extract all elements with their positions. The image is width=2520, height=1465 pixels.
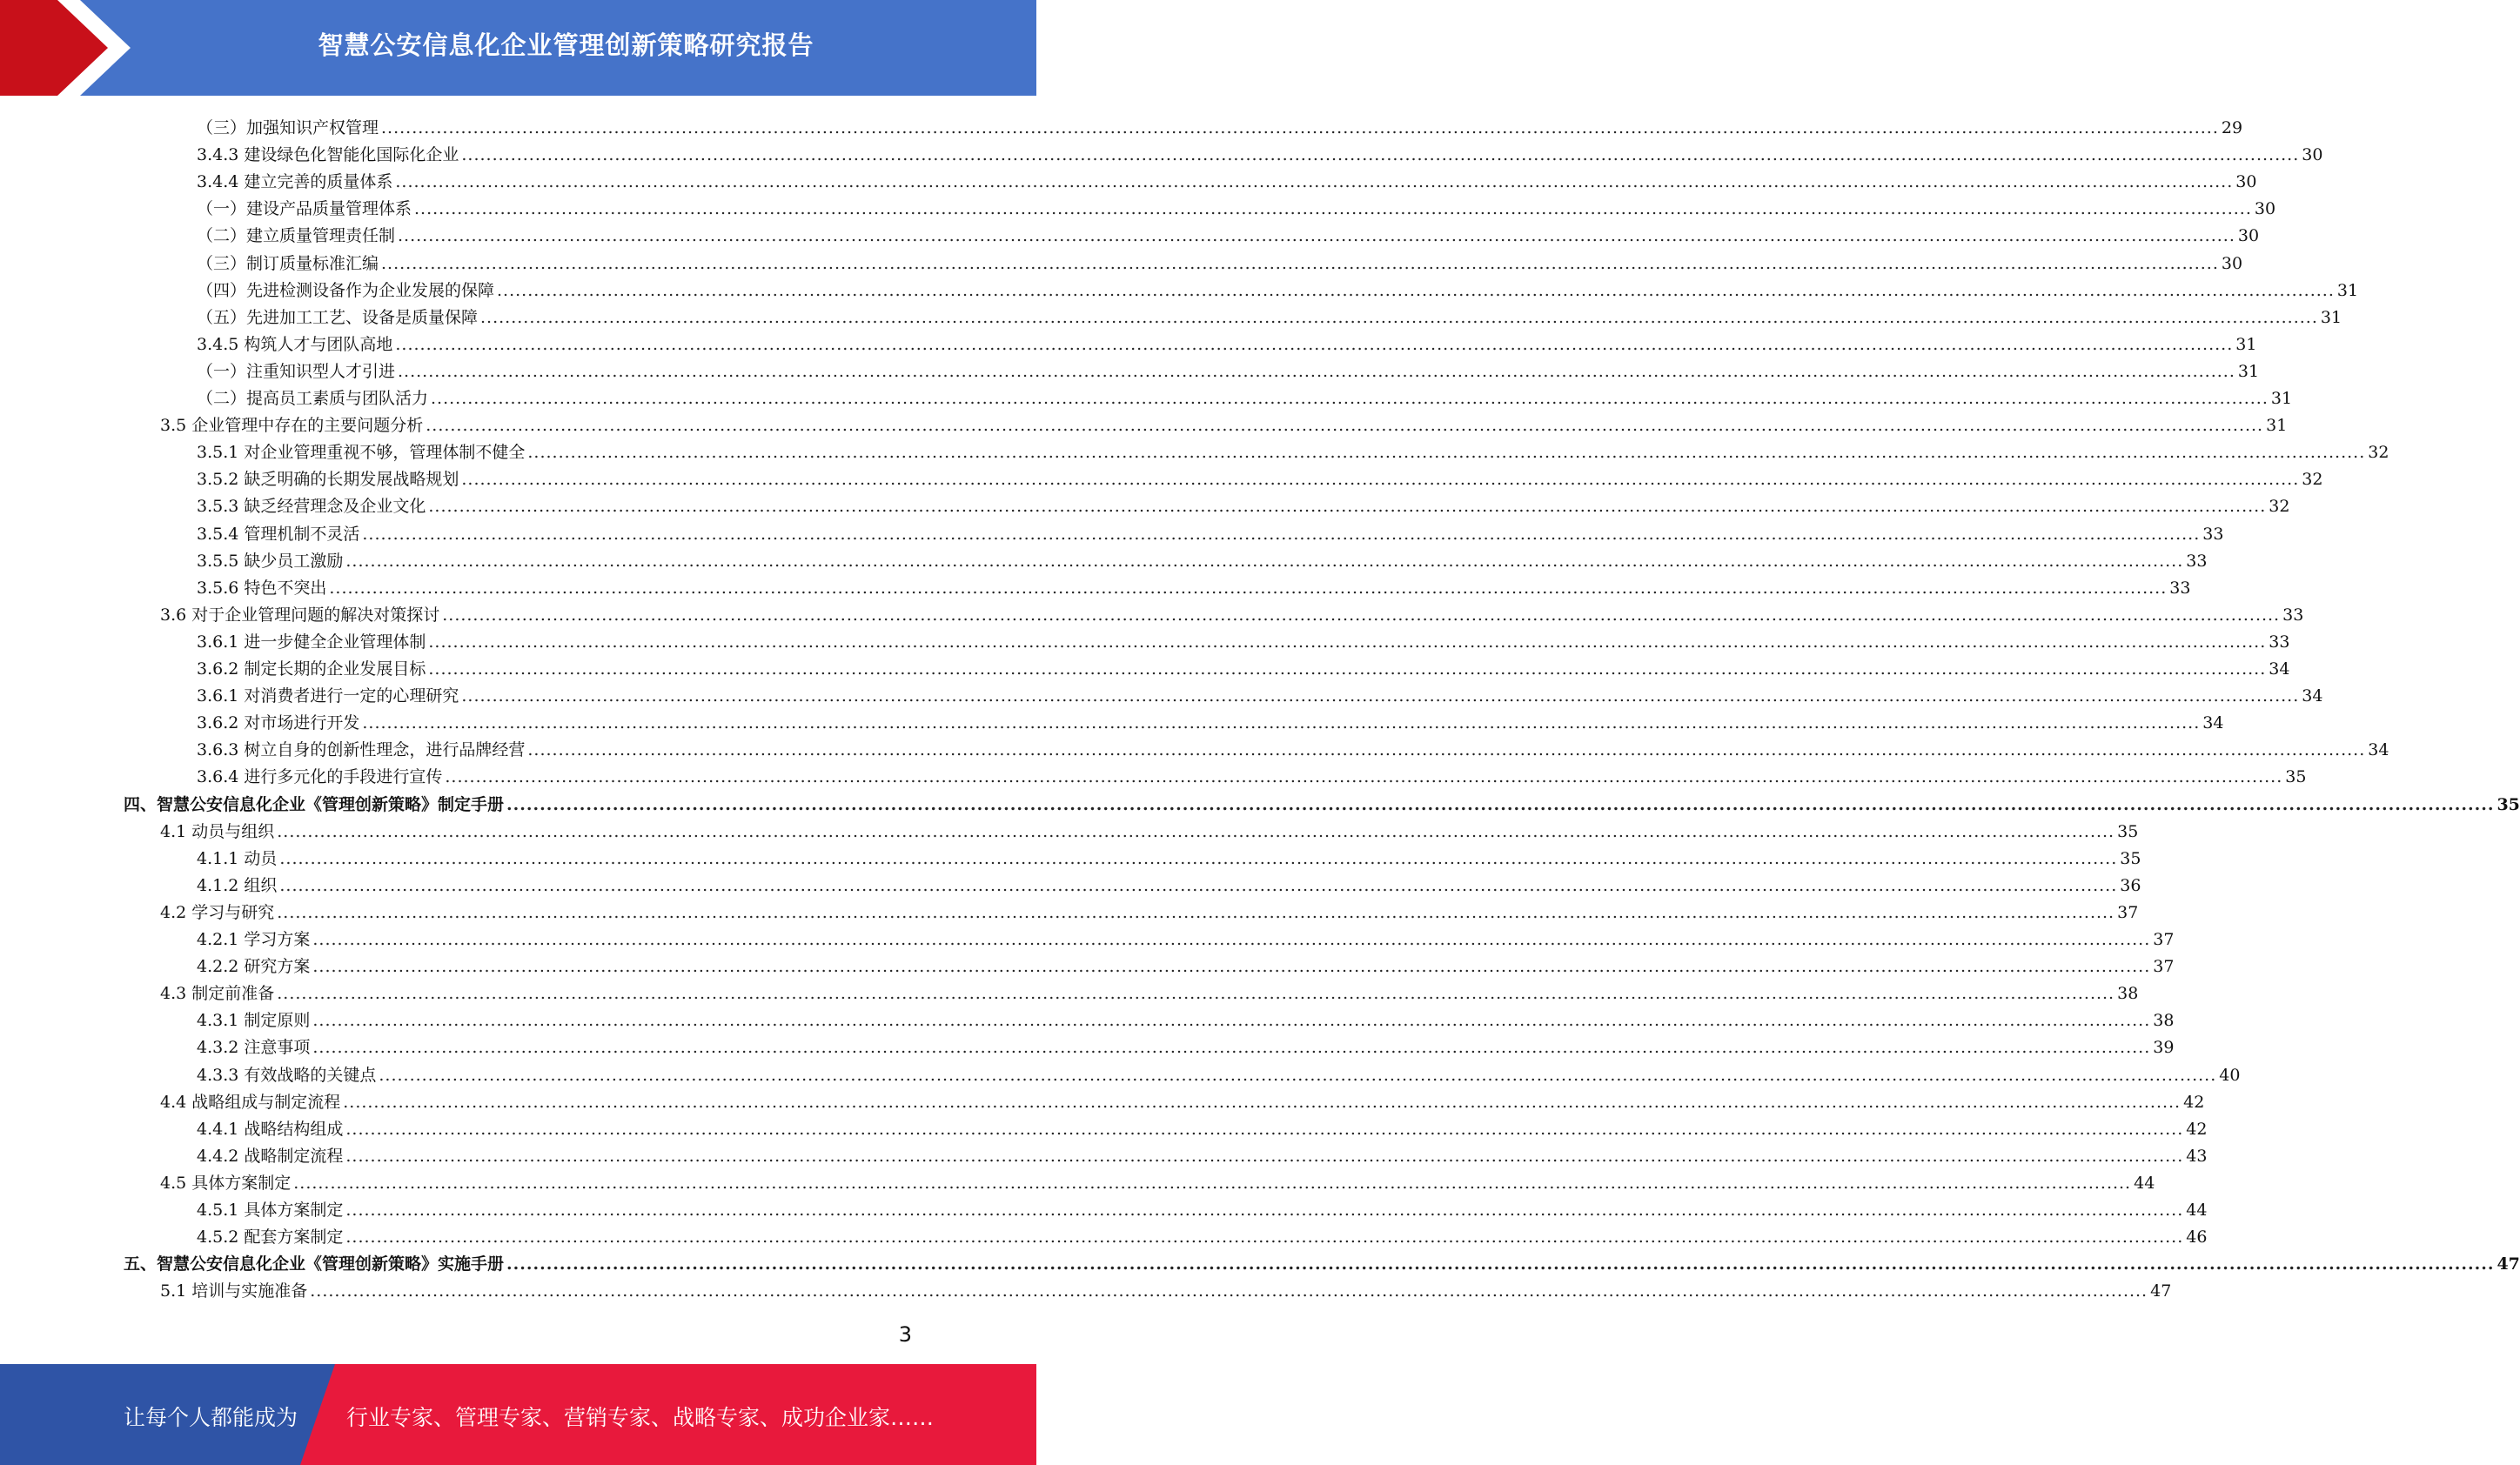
toc-entry-text: 建立完善的质量体系 <box>244 172 393 192</box>
toc-entry-text: 四、智慧公安信息化企业《管理创新策略》制定手册 <box>124 794 505 814</box>
toc-dot-leader: ............................................................................................................................................................................................................................................................................................................ <box>497 280 2335 300</box>
toc-entry-label <box>197 1227 343 1248</box>
toc-entry-label <box>197 929 310 950</box>
footer-slogan-right: 行业专家、管理专家、营销专家、战略专家、成功企业家…… <box>346 1405 935 1430</box>
toc-entry-page: 43 <box>2186 1146 2208 1166</box>
toc-entry-page: 38 <box>2153 1011 2175 1031</box>
toc-dot-leader: ............................................................................................................................................................................................................................................................................................................ <box>461 145 2300 165</box>
toc-entry-page: 32 <box>2368 443 2389 463</box>
toc-entry-page: 44 <box>2186 1201 2208 1220</box>
toc-entry-label <box>160 605 439 625</box>
toc-entry-number: 4.4 <box>160 1092 187 1112</box>
toc-dot-leader: ............................................................................................................................................................................................................................................................................................................ <box>428 659 2267 679</box>
toc-entry-page: 34 <box>2202 713 2224 733</box>
toc-entry-number: 4.2.1 <box>197 930 239 949</box>
toc-dot-leader: ............................................................................................................................................................................................................................................................................................................ <box>398 226 2235 246</box>
toc-entry[interactable] <box>0 436 2389 463</box>
toc-entry-label <box>124 794 504 815</box>
toc-dot-leader: ............................................................................................................................................................................................................................................................................................................ <box>395 172 2234 192</box>
toc-dot-leader: ............................................................................................................................................................................................................................................................................................................ <box>395 334 2234 354</box>
toc-entry-number: 3.4.4 <box>197 172 239 192</box>
toc-entry-text: 动员 <box>244 848 278 868</box>
toc-entry-text: 战略结构组成 <box>244 1119 344 1139</box>
toc-entry[interactable] <box>0 923 2175 950</box>
toc-entry-label <box>197 442 525 463</box>
toc-entry-number: 4.3.3 <box>197 1065 239 1085</box>
toc-entry-text: 缺乏经营理念及企业文化 <box>244 497 426 517</box>
toc-entry-number: 3.5.4 <box>197 524 239 544</box>
toc-entry-number: 3.4.3 <box>197 145 239 165</box>
toc-dot-leader: ............................................................................................................................................................................................................................................................................................................ <box>381 253 2219 273</box>
toc-entry-number: 5.1 <box>160 1281 187 1301</box>
toc-entry-text: （四）先进检测设备作为企业发展的保障 <box>197 280 495 300</box>
toc-entry-label <box>197 848 277 869</box>
toc-entry-label <box>197 524 359 545</box>
toc-entry-number: 3.5.2 <box>197 470 239 490</box>
toc-entry-page: 35 <box>2117 821 2139 841</box>
toc-entry-label <box>197 686 459 706</box>
toc-entry-label <box>197 496 426 517</box>
toc-entry[interactable] <box>0 679 2323 706</box>
toc-entry-text: （二）提高员工素质与团队活力 <box>197 389 429 408</box>
toc-dot-leader: ............................................................................................................................................................................................................................................................................................................ <box>345 1146 2184 1166</box>
toc-entry[interactable] <box>0 896 2139 923</box>
toc-entry[interactable] <box>0 572 2191 599</box>
toc-entry-text: 树立自身的创新性理念，进行品牌经营 <box>244 740 526 760</box>
toc-entry-text: 制定原则 <box>244 1011 311 1031</box>
toc-entry-page: 44 <box>2134 1173 2155 1193</box>
toc-dot-leader: ............................................................................................................................................................................................................................................................................................................ <box>345 1119 2184 1139</box>
toc-entry-page: 31 <box>2336 280 2359 300</box>
toc-dot-leader: ............................................................................................................................................................................................................................................................................................................ <box>428 497 2267 517</box>
toc-entry-page: 37 <box>2153 957 2175 977</box>
page-number: 3 <box>898 1322 912 1347</box>
toc-entry-page: 31 <box>2320 307 2342 327</box>
toc-entry[interactable] <box>0 165 2257 192</box>
toc-entry-number: 4.2.2 <box>197 957 239 977</box>
toc-entry-label <box>197 1119 343 1140</box>
toc-entry-text: （一）建设产品质量管理体系 <box>197 199 412 219</box>
toc-dot-leader: ............................................................................................................................................................................................................................................................................................................ <box>480 307 2318 327</box>
toc-entry-label <box>197 712 359 733</box>
toc-dot-leader: ............................................................................................................................................................................................................................................................................................................ <box>362 713 2201 733</box>
toc-entry-number: 4.4.1 <box>197 1119 239 1139</box>
toc-entry-text: 企业管理中存在的主要问题分析 <box>191 416 424 436</box>
toc-entry[interactable] <box>0 1167 2155 1194</box>
toc-entry-number: 4.1.1 <box>197 848 239 868</box>
toc-entry-text: 战略制定流程 <box>244 1146 344 1166</box>
toc-entry-page: 33 <box>2282 605 2304 625</box>
toc-entry-number: 3.5 <box>160 416 187 436</box>
toc-entry-text: 动员与组织 <box>191 821 275 841</box>
toc-entry-label <box>160 1173 291 1194</box>
toc-entry-page: 30 <box>2237 226 2260 246</box>
toc-entry-number: 4.3 <box>160 984 187 1004</box>
toc-entry-text: 具体方案制定 <box>191 1173 292 1193</box>
toc-entry-label <box>197 388 428 409</box>
toc-dot-leader: ............................................................................................................................................................................................................................................................................................................ <box>506 794 2495 814</box>
toc-entry[interactable] <box>0 382 2293 409</box>
toc-entry[interactable] <box>0 815 2139 842</box>
toc-entry[interactable] <box>0 1004 2175 1031</box>
toc-entry-page: 32 <box>2302 470 2323 490</box>
toc-entry-page: 32 <box>2269 497 2290 517</box>
report-title: 智慧公安信息化企业管理创新策略研究报告 <box>318 30 814 60</box>
toc-entry-text: （五）先进加工工艺、设备是质量保障 <box>197 307 479 327</box>
toc-entry-text: 学习方案 <box>244 930 311 949</box>
toc-entry-page: 33 <box>2202 524 2224 544</box>
toc-entry-page: 31 <box>2270 389 2293 408</box>
toc-entry-label <box>197 253 379 274</box>
toc-entry-number: 4.5.1 <box>197 1201 239 1220</box>
toc-entry-page: 40 <box>2219 1065 2241 1085</box>
toc-entry-text: 有效战略的关键点 <box>244 1065 377 1085</box>
toc-entry-label <box>197 117 379 138</box>
toc-entry-label <box>197 280 494 301</box>
toc-entry-page: 47 <box>2497 1254 2520 1274</box>
toc-entry[interactable] <box>0 355 2260 382</box>
toc-entry-label <box>160 902 274 923</box>
toc-entry-label <box>160 983 274 1004</box>
toc-entry-page: 29 <box>2221 118 2243 137</box>
toc-entry-text: （三）制订质量标准汇编 <box>197 253 379 273</box>
toc-entry-text: （二）建立质量管理责任制 <box>197 226 396 246</box>
toc-entry-page: 35 <box>2497 794 2520 814</box>
toc-entry-number: 3.6.2 <box>197 659 239 679</box>
toc-dot-leader: ............................................................................................................................................................................................................................................................................................................ <box>428 632 2267 652</box>
toc-entry[interactable] <box>0 869 2141 896</box>
toc-entry[interactable] <box>0 842 2141 869</box>
toc-entry-page: 36 <box>2120 875 2141 895</box>
toc-dot-leader: ............................................................................................................................................................................................................................................................................................................ <box>431 389 2269 408</box>
toc-entry-number: 3.6 <box>160 605 187 625</box>
toc-entry[interactable] <box>0 599 2304 625</box>
toc-dot-leader: ............................................................................................................................................................................................................................................................................................................ <box>343 1092 2182 1112</box>
toc-entry[interactable] <box>0 490 2290 517</box>
toc-entry-number: 3.6.3 <box>197 740 239 760</box>
toc-entry-number: 4.1.2 <box>197 875 239 895</box>
toc-entry[interactable] <box>0 1059 2241 1086</box>
toc-entry-label <box>197 578 326 599</box>
toc-entry-page: 39 <box>2153 1038 2175 1058</box>
toc-entry-text: 管理机制不灵活 <box>244 524 360 544</box>
toc-entry-page: 35 <box>2120 848 2141 868</box>
toc-entry-number: 3.6.1 <box>197 632 239 652</box>
toc-entry-label <box>197 1037 310 1058</box>
toc-entry-number: 4.3.1 <box>197 1011 239 1031</box>
toc-entry[interactable] <box>0 301 2342 328</box>
toc-entry-label <box>160 415 423 436</box>
toc-entry-number: 3.6.4 <box>197 767 239 787</box>
toc-entry-number: 4.1 <box>160 821 187 841</box>
toc-entry[interactable] <box>0 545 2208 572</box>
toc-dot-leader: ............................................................................................................................................................................................................................................................................................................ <box>506 1254 2495 1274</box>
toc-dot-leader: ............................................................................................................................................................................................................................................................................................................ <box>277 984 2115 1004</box>
toc-dot-leader: ............................................................................................................................................................................................................................................................................................................ <box>312 957 2151 977</box>
toc-entry-label <box>160 1092 340 1113</box>
toc-entry[interactable] <box>0 1031 2175 1058</box>
toc-entry-label <box>197 225 395 246</box>
toc-entry-page: 38 <box>2117 984 2139 1004</box>
toc-entry-page: 42 <box>2186 1119 2208 1139</box>
toc-entry-text: 建设绿色化智能化国际化企业 <box>244 145 459 165</box>
toc-entry-text: 制定长期的企业发展目标 <box>244 659 426 679</box>
toc-entry-page: 34 <box>2269 659 2290 679</box>
toc-entry[interactable] <box>0 1113 2208 1140</box>
toc-entry-text: 五、智慧公安信息化企业《管理创新策略》实施手册 <box>124 1254 505 1274</box>
toc-entry[interactable] <box>0 1140 2208 1167</box>
toc-dot-leader: ............................................................................................................................................................................................................................................................................................................ <box>293 1173 2132 1193</box>
toc-entry-label <box>197 307 478 328</box>
toc-dot-leader: ............................................................................................................................................................................................................................................................................................................ <box>442 605 2281 625</box>
toc-entry-page: 30 <box>2235 172 2257 192</box>
toc-entry-text: 战略组成与制定流程 <box>191 1092 341 1112</box>
toc-dot-leader: ............................................................................................................................................................................................................................................................................................................ <box>461 686 2300 706</box>
toc-entry-text: 进一步健全企业管理体制 <box>244 632 426 652</box>
toc-dot-leader: ............................................................................................................................................................................................................................................................................................................ <box>461 470 2300 490</box>
toc-entry[interactable] <box>0 652 2290 679</box>
toc-entry-page: 30 <box>2254 199 2276 219</box>
page-footer <box>0 1364 1036 1465</box>
toc-entry[interactable] <box>0 1086 2205 1113</box>
toc-entry-number: 3.5.6 <box>197 578 239 598</box>
toc-entry-number: 3.4.5 <box>197 334 239 354</box>
toc-entry-number: 3.6.1 <box>197 686 239 706</box>
toc-entry-label <box>197 739 525 760</box>
toc-entry-label <box>197 144 459 165</box>
toc-entry[interactable] <box>0 625 2290 652</box>
toc-entry-text: 制定前准备 <box>191 984 275 1004</box>
toc-entry-label <box>160 1281 307 1301</box>
toc-entry-page: 34 <box>2302 686 2323 706</box>
toc-entry[interactable] <box>0 1221 2208 1248</box>
toc-dot-leader: ............................................................................................................................................................................................................................................................................................................ <box>279 875 2118 895</box>
toc-entry-label <box>197 875 277 896</box>
toc-entry-label <box>160 821 274 842</box>
toc-entry-label <box>197 632 426 652</box>
toc-entry-text: 对消费者进行一定的心理研究 <box>244 686 459 706</box>
toc-entry-page: 31 <box>2266 416 2288 436</box>
toc-entry-text: 特色不突出 <box>244 578 327 598</box>
toc-entry-number: 3.6.2 <box>197 713 239 733</box>
toc-entry-number: 4.4.2 <box>197 1146 239 1166</box>
toc-entry[interactable] <box>0 274 2359 301</box>
toc-entry[interactable] <box>0 138 2323 165</box>
page-header <box>0 0 1036 96</box>
toc-dot-leader: ............................................................................................................................................................................................................................................................................................................ <box>279 848 2118 868</box>
toc-entry-text: 对于企业管理问题的解决对策探讨 <box>191 605 440 625</box>
toc-entry-number: 4.5.2 <box>197 1228 239 1248</box>
toc-dot-leader: ............................................................................................................................................................................................................................................................................................................ <box>312 1011 2151 1031</box>
toc-entry-page: 37 <box>2153 930 2175 949</box>
toc-dot-leader: ............................................................................................................................................................................................................................................................................................................ <box>527 740 2366 760</box>
toc-entry-text: 缺少员工激励 <box>244 551 344 571</box>
toc-dot-leader: ............................................................................................................................................................................................................................................................................................................ <box>379 1065 2217 1085</box>
toc-entry[interactable] <box>0 247 2243 274</box>
toc-entry-text: 注意事项 <box>244 1038 311 1058</box>
toc-entry[interactable] <box>0 977 2139 1004</box>
toc-entry[interactable] <box>0 706 2224 733</box>
toc-entry-label <box>197 766 442 787</box>
toc-dot-leader: ............................................................................................................................................................................................................................................................................................................ <box>329 578 2168 598</box>
toc-entry-page: 42 <box>2183 1092 2205 1112</box>
toc-dot-leader: ............................................................................................................................................................................................................................................................................................................ <box>414 199 2252 219</box>
toc-entry[interactable] <box>0 1248 2520 1274</box>
toc-entry-text: 进行多元化的手段进行宣传 <box>244 767 443 787</box>
toc-entry-page: 37 <box>2117 902 2139 922</box>
toc-entry-label <box>197 551 343 572</box>
toc-entry-text: 学习与研究 <box>191 902 275 922</box>
toc-entry[interactable] <box>0 733 2389 760</box>
toc-dot-leader: ............................................................................................................................................................................................................................................................................................................ <box>312 930 2151 949</box>
toc-entry-page: 33 <box>2169 578 2191 598</box>
toc-dot-leader: ............................................................................................................................................................................................................................................................................................................ <box>277 821 2115 841</box>
toc-entry[interactable] <box>0 788 2520 815</box>
toc-entry-text: （一）注重知识型人才引进 <box>197 361 396 381</box>
toc-entry-label <box>197 171 392 192</box>
toc-entry-page: 33 <box>2186 551 2208 571</box>
toc-entry[interactable] <box>0 760 2307 787</box>
toc-entry-label <box>197 1010 310 1031</box>
toc-dot-leader: ............................................................................................................................................................................................................................................................................................................ <box>362 524 2201 544</box>
toc-dot-leader: ............................................................................................................................................................................................................................................................................................................ <box>312 1038 2151 1058</box>
toc-entry-label <box>197 198 412 219</box>
toc-dot-leader: ............................................................................................................................................................................................................................................................................................................ <box>345 551 2184 571</box>
toc-dot-leader: ............................................................................................................................................................................................................................................................................................................ <box>310 1281 2148 1301</box>
toc-dot-leader: ............................................................................................................................................................................................................................................................................................................ <box>381 118 2219 137</box>
toc-entry-number: 4.3.2 <box>197 1038 239 1058</box>
toc-entry-text: （三）加强知识产权管理 <box>197 118 379 137</box>
toc-entry[interactable] <box>0 192 2276 219</box>
toc-entry-number: 4.2 <box>160 902 187 922</box>
toc-entry-label <box>197 361 395 382</box>
toc-entry-number: 3.5.1 <box>197 443 239 463</box>
toc-entry[interactable] <box>0 111 2243 138</box>
toc-entry-page: 35 <box>2285 767 2307 787</box>
toc-entry-number: 3.5.5 <box>197 551 239 571</box>
toc-entry-page: 33 <box>2269 632 2290 652</box>
toc-entry-page: 34 <box>2368 740 2389 760</box>
toc-dot-leader: ............................................................................................................................................................................................................................................................................................................ <box>398 361 2235 381</box>
toc-entry[interactable] <box>0 463 2323 490</box>
toc-entry-label <box>197 1146 343 1167</box>
toc-entry-label <box>197 956 310 977</box>
toc-entry-page: 31 <box>2237 361 2260 381</box>
toc-entry-number: 3.5.3 <box>197 497 239 517</box>
toc-entry[interactable] <box>0 950 2175 977</box>
toc-entry-text: 对市场进行开发 <box>244 713 360 733</box>
toc-entry[interactable] <box>0 328 2257 355</box>
toc-dot-leader: ............................................................................................................................................................................................................................................................................................................ <box>277 902 2115 922</box>
toc-entry-page: 30 <box>2221 253 2243 273</box>
toc-dot-leader: ............................................................................................................................................................................................................................................................................................................ <box>527 443 2366 463</box>
toc-dot-leader: ............................................................................................................................................................................................................................................................................................................ <box>345 1228 2184 1248</box>
toc-entry-page: 47 <box>2150 1281 2172 1301</box>
toc-entry-text: 具体方案制定 <box>244 1201 344 1220</box>
toc-dot-leader: ............................................................................................................................................................................................................................................................................................................ <box>445 767 2283 787</box>
toc-entry-label <box>197 1065 376 1086</box>
toc-entry-text: 构筑人才与团队高地 <box>244 334 393 354</box>
toc-entry-label <box>197 659 426 679</box>
toc-entry-text: 组织 <box>244 875 278 895</box>
toc-entry[interactable] <box>0 1274 2172 1301</box>
toc-entry-label <box>124 1254 504 1274</box>
toc-entry-text: 对企业管理重视不够，管理体制不健全 <box>244 443 526 463</box>
toc-entry-text: 研究方案 <box>244 957 311 977</box>
toc-entry-page: 30 <box>2302 145 2323 165</box>
toc-entry-label <box>197 334 392 355</box>
toc-entry[interactable] <box>0 219 2260 246</box>
toc-entry-text: 配套方案制定 <box>244 1228 344 1248</box>
toc-entry-label <box>197 1200 343 1221</box>
toc-dot-leader: ............................................................................................................................................................................................................................................................................................................ <box>345 1201 2184 1220</box>
toc-entry-text: 培训与实施准备 <box>191 1281 308 1301</box>
toc-dot-leader: ............................................................................................................................................................................................................................................................................................................ <box>426 416 2264 436</box>
toc-entry-page: 46 <box>2186 1228 2208 1248</box>
toc-entry-label <box>197 469 459 490</box>
toc-entry[interactable] <box>0 1194 2208 1221</box>
toc-entry-text: 缺乏明确的长期发展战略规划 <box>244 470 459 490</box>
toc-entry[interactable] <box>0 518 2224 545</box>
footer-slogan-left: 让每个人都能成为 <box>124 1405 298 1430</box>
toc-entry-page: 31 <box>2235 334 2257 354</box>
toc-entry-number: 4.5 <box>160 1173 187 1193</box>
toc-entry[interactable] <box>0 409 2288 436</box>
